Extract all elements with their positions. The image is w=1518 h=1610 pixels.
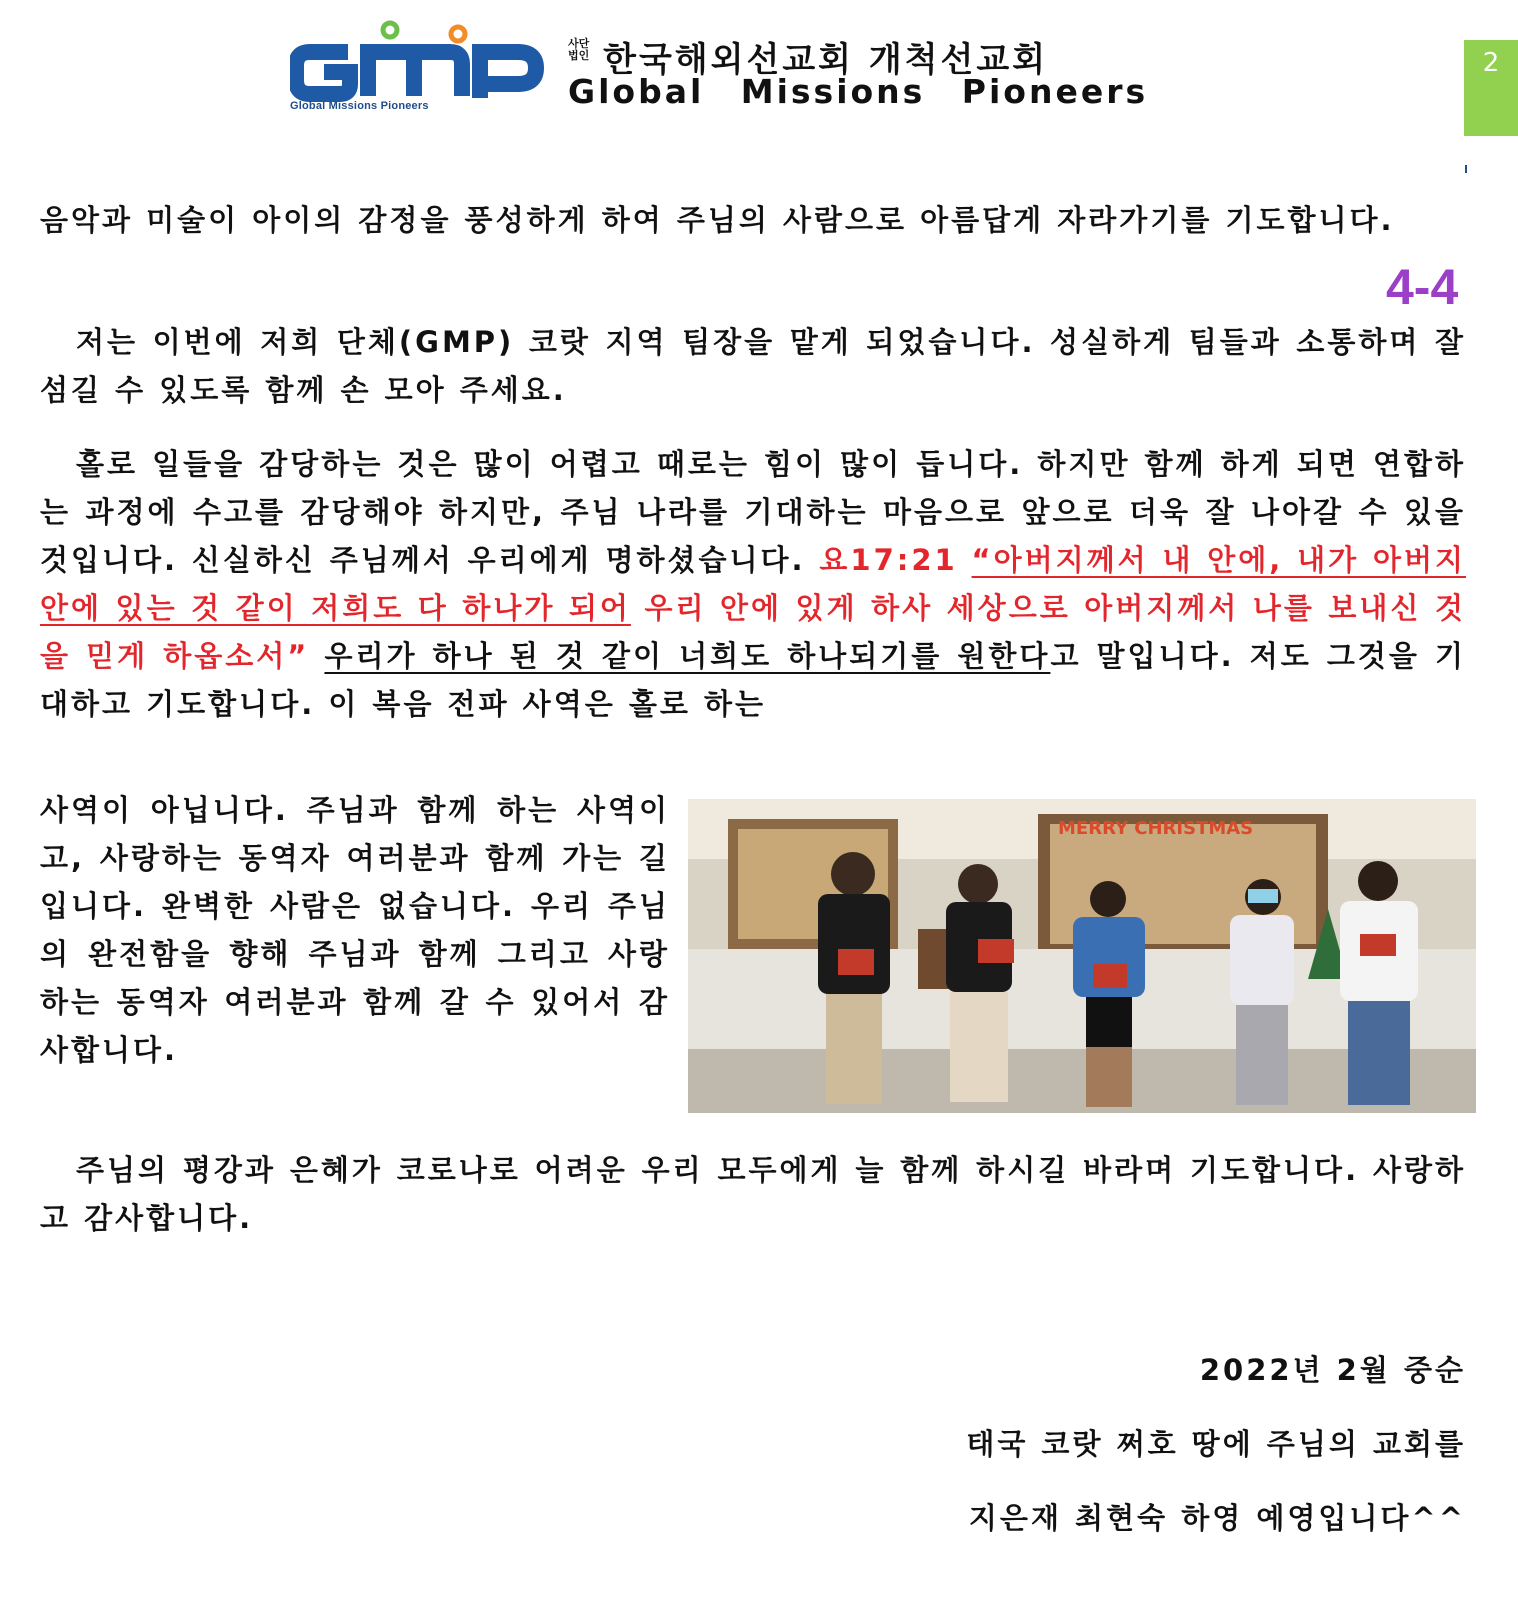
paragraph-2: 저는 이번에 저희 단체(GMP) 코랏 지역 팀장을 맡게 되었습니다. 성실하게 팀들과 소통하며 잘 섬길 수 있도록 함께 손 모아 주세요. [40, 325, 1466, 407]
section-badge: 4-4 [1386, 259, 1459, 315]
group-photo [688, 799, 1476, 1113]
paragraph-4: 사역이 아닙니다. 주님과 함께 하는 사역이고, 사랑하는 동역자 여러분과 함께 가는 길입니다. 완벽한 사람은 없습니다. 우리 주님의 완전함을 향해 주님과 함께 그리고 사랑하는 동역자 여러분과 함께 갈 수 있어서 감사합니다. [40, 793, 670, 1067]
paragraph-3-rest: 고 말입니다. 저도 그것을 기대하고 기도합니다. 이 복음 전파 사역은 홀로 하는 [40, 639, 1466, 721]
org-name-english: Global Missions Pioneers [568, 72, 1149, 111]
org-name-korean: 한국해외선교회 개척선교회 [603, 40, 1049, 80]
underlined-statement: 우리가 하나 된 것 같이 너희도 하나되기를 원한다 [324, 639, 1051, 673]
paragraph-3-intro: 홀로 일들을 감당하는 것은 많이 어렵고 때로는 힘이 많이 듭니다. 하지만 함께 하게 되면 연합하는 과정에 수고를 감당해야 하지만, 주님 나라를 기대하는 마음으로 앞으로 더욱 잘 나아갈 수 있을 것입니다. 신실하신 주님께서 우리에게 명하셨습니다. [40, 447, 1466, 577]
org-tag: 사단법인 [568, 37, 590, 62]
signature-line-2: 지은재 최현숙 하영 예영입니다^^ [968, 1501, 1466, 1535]
letterhead [290, 18, 1310, 118]
letter-date: 2022년 2월 중순 [1199, 1353, 1466, 1387]
org-name [568, 32, 1149, 111]
group-photo-image [688, 799, 1476, 1113]
signature-line-1: 태국 코랏 쩌호 땅에 주님의 교회를 [966, 1427, 1466, 1461]
paragraph-5: 주님의 평강과 은혜가 코로나로 어려운 우리 모두에게 늘 함께 하시길 바라며 기도합니다. 사랑하고 감사합니다. [40, 1153, 1466, 1235]
divider-tick [1465, 165, 1467, 173]
page-number-tab: 2 [1464, 40, 1518, 136]
scripture-reference: 요17:21 [819, 543, 972, 577]
scripture-quote: 우리 안에 있게 하사 세상으로 아버지께서 나를 보내신 것을 믿게 하옵소서” [40, 591, 1466, 673]
paragraph-1: 음악과 미술이 아이의 감정을 풍성하게 하여 주님의 사람으로 아름답게 자라가기를 기도합니다. [40, 203, 1395, 237]
gmp-logo [290, 18, 550, 118]
logo-caption: Global Missions Pioneers [290, 100, 429, 112]
scripture-quote-underlined: “아버지께서 내 안에, 내가 아버지 안에 있는 것 같이 저희도 다 하나가 되어 [40, 543, 1466, 625]
gmp-logo-mark [290, 18, 550, 104]
photo-banner-text: MERRY CHRISTMAS [1058, 818, 1254, 839]
paragraph-3 [40, 440, 1466, 728]
